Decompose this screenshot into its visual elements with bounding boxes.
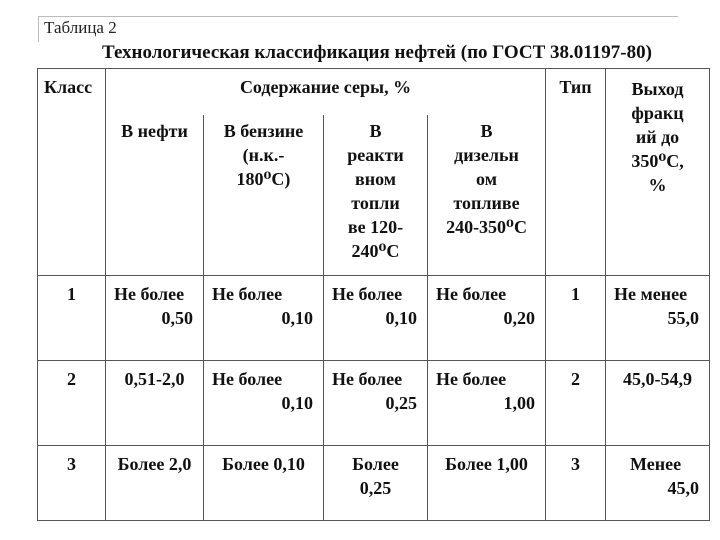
header-yield (606, 69, 710, 276)
cell-line: 0,25 (385, 392, 417, 413)
cell-gasoline (204, 445, 324, 520)
cell-line: 45,0 (667, 477, 700, 498)
header-sub-line: 240-350⁰С (446, 217, 527, 237)
cell-line: Более 0,10 (222, 453, 305, 474)
cell-type: 1 (546, 275, 606, 360)
header-sub-line: дизельн (454, 145, 519, 165)
cell-yield (606, 360, 710, 445)
cell-diesel (428, 275, 546, 360)
caption-frame-left (38, 16, 39, 42)
cell-jet (324, 445, 428, 520)
cell-line: 0,50 (161, 307, 193, 328)
cell-oil (106, 275, 204, 360)
cell-line: 0,25 (359, 477, 392, 498)
header-sub-line: ве 120- (347, 217, 404, 237)
cell-gasoline (204, 360, 324, 445)
table-row (38, 275, 710, 360)
header-sulfur: Содержание серы, % (106, 69, 546, 116)
cell-line: Не более (212, 368, 283, 389)
table-title: Технологическая классификация нефтей (по ГОСТ 38.01197-80) (102, 42, 652, 63)
header-sub-diesel (428, 115, 546, 275)
cell-type: 3 (546, 445, 606, 520)
table-row (38, 445, 710, 520)
cell-line: 0,10 (281, 307, 313, 328)
cell-line: 0,51-2,0 (124, 368, 185, 389)
cell-class: 3 (38, 445, 106, 520)
table-caption: Таблица 2 (44, 18, 117, 37)
cell-diesel (428, 445, 546, 520)
cell-line: 0,20 (503, 307, 536, 328)
classification-table (37, 68, 710, 521)
cell-line: Менее (630, 453, 682, 474)
header-yield-line: ий до (635, 127, 680, 147)
cell-line: 0,10 (281, 392, 313, 413)
cell-class: 2 (38, 360, 106, 445)
header-class: Класс (38, 69, 106, 276)
cell-line: Не более (332, 283, 403, 304)
cell-yield (606, 445, 710, 520)
header-sub-jet (324, 115, 428, 275)
header-sub-oil: В нефти (106, 115, 204, 275)
header-sub-line: вном (354, 169, 396, 189)
header-sub-line: 180⁰С) (236, 169, 291, 189)
header-type: Тип (546, 69, 606, 276)
header-yield-line: Выход (631, 79, 684, 99)
header-sub-line: 240⁰С (351, 241, 400, 261)
cell-line: Более 1,00 (445, 453, 528, 474)
cell-yield (606, 275, 710, 360)
cell-line: 55,0 (667, 307, 700, 328)
header-sub-line: топливе (453, 193, 520, 213)
header-sub-line: В бензине (223, 121, 304, 141)
header-sub-line: В (369, 121, 382, 141)
table-row (38, 360, 710, 445)
cell-oil (106, 445, 204, 520)
cell-line: Более 2,0 (117, 453, 192, 474)
cell-gasoline (204, 275, 324, 360)
cell-line: 0,10 (385, 307, 417, 328)
cell-line: 45,0-54,9 (623, 368, 693, 389)
header-sub-line: топли (351, 193, 400, 213)
header-sub-line: реакти (347, 145, 404, 165)
header-sub-gasoline (204, 115, 324, 275)
header-yield-line: фракц (631, 103, 684, 123)
header-sub-line: (н.к.- (242, 145, 285, 165)
cell-jet (324, 360, 428, 445)
caption-frame-top (38, 16, 678, 17)
cell-line: Не более (436, 283, 507, 304)
cell-diesel (428, 360, 546, 445)
cell-oil (106, 360, 204, 445)
cell-line: Не более (332, 368, 403, 389)
cell-line: 1,00 (503, 392, 536, 413)
header-sub-line: В (480, 121, 493, 141)
cell-line: Не менее (614, 283, 688, 304)
cell-type: 2 (546, 360, 606, 445)
cell-class: 1 (38, 275, 106, 360)
cell-line: Не более (114, 283, 185, 304)
header-row-1 (38, 69, 710, 116)
header-yield-line: 350⁰С, (631, 151, 684, 171)
cell-line: Не более (212, 283, 283, 304)
header-yield-line: % (648, 175, 667, 195)
header-sub-line: ом (476, 169, 497, 189)
cell-line: Более (352, 453, 399, 474)
cell-jet (324, 275, 428, 360)
cell-line: Не более (436, 368, 507, 389)
